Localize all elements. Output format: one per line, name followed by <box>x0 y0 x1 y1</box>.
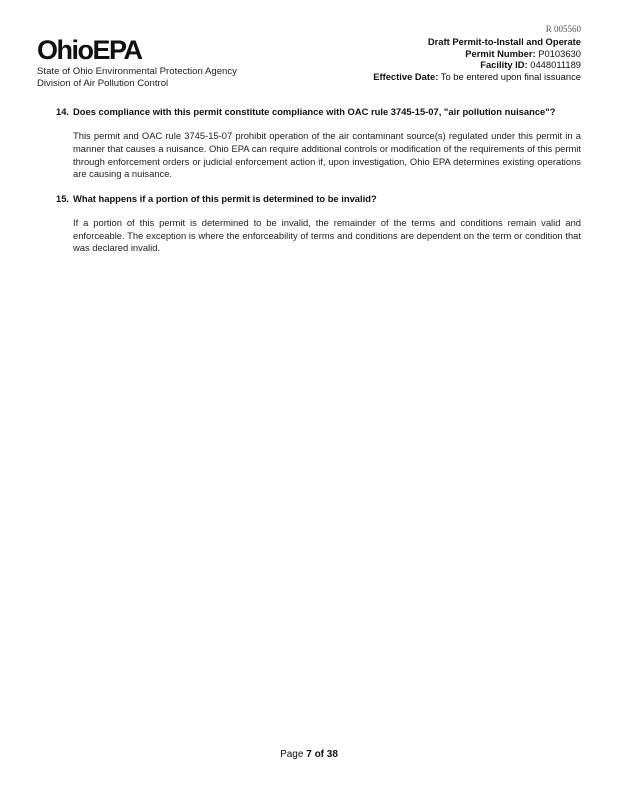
question-text: Does compliance with this permit constitute compliance with OAC rule 3745-15-07, "air pollution nuisance"? <box>73 106 556 117</box>
permit-number-row <box>373 48 581 60</box>
effective-date-row <box>373 71 581 83</box>
page-current: 7 <box>306 749 312 760</box>
ohio-epa-logo: OhioEPA <box>37 35 142 65</box>
question-14 <box>56 106 581 118</box>
faq-section <box>56 106 581 267</box>
effective-date-label: Effective Date: <box>373 71 439 83</box>
question-number: 14. <box>56 106 70 117</box>
question-number: 15. <box>56 192 70 204</box>
facility-id-value: 0448011189 <box>530 59 581 71</box>
page-word: Page <box>280 749 304 760</box>
effective-date-value: To be entered upon final issuance <box>440 71 581 83</box>
question-15 <box>56 193 581 205</box>
permit-header <box>373 24 581 83</box>
record-id: R 005560 <box>545 24 581 34</box>
page-footer <box>0 749 618 760</box>
page-total: 38 <box>326 749 338 760</box>
agency-name: State of Ohio Environmental Protection Agency <box>37 66 237 77</box>
permit-number-value: P0103630 <box>538 47 581 59</box>
draft-title: Draft Permit-to-Install and Operate <box>427 35 581 47</box>
facility-id-row <box>373 59 581 71</box>
division-name: Division of Air Pollution Control <box>37 77 169 89</box>
permit-number-label: Permit Number: <box>465 47 536 59</box>
answer-15: If a portion of this permit is determined to be invalid, the remainder of the terms and conditions remain valid and enforceable. The exception is where the enforceability of terms and conditions are dependent on the term or condition that was declared invalid. <box>73 217 581 254</box>
question-text: What happens if a portion of this permit is determined to be invalid? <box>73 192 377 204</box>
answer-14: This permit and OAC rule 3745-15-07 prohibit operation of the air contaminant source(s) regulated under this permit in a manner that causes a nuisance. Ohio EPA can require additional controls or modification of the requirements of this permit through enforcement orders or judicial enforcement action if, upon investigation, Ohio EPA determines existing operations are causing a nuisance. <box>73 130 581 180</box>
of-word: of <box>314 749 325 760</box>
facility-id-label: Facility ID: <box>480 59 528 71</box>
agency-block <box>37 66 237 89</box>
